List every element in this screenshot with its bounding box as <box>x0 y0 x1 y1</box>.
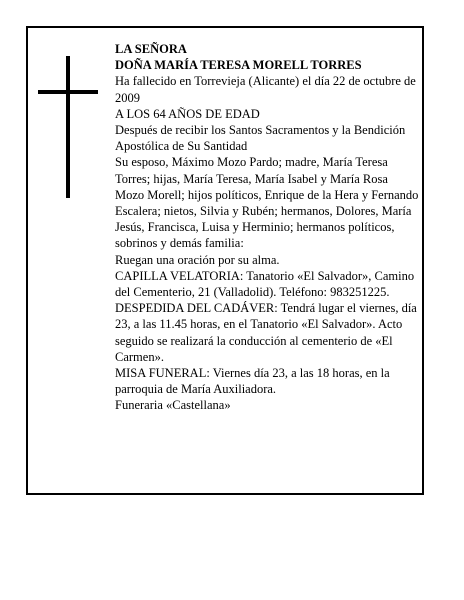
cross-horizontal-bar <box>38 90 98 94</box>
death-statement: Ha fallecido en Torrevieja (Alicante) el día 22 de octubre de 2009 <box>115 74 416 105</box>
title-line: LA SEÑORA <box>115 42 187 56</box>
chapel-info: CAPILLA VELATORIA: Tanatorio «El Salvador», Camino del Cementerio, 21 (Valladolid). Teléfono: 983251225. <box>115 268 415 300</box>
farewell-info: DESPEDIDA DEL CADÁVER: Tendrá lugar el viernes, día 23, a las 11.45 horas, en el Tanatorio «El Salvador». Acto seguido se realizará la conducción al cementerio de «El Carmen». <box>115 301 417 364</box>
funeral-home: Funeraria «Castellana» <box>115 398 231 413</box>
family-list: Su esposo, Máximo Mozo Pardo; madre, María Teresa Torres; hijas, María Teresa, María Isabel y María Rosa Mozo Morell; hijos políticos, Enrique de la Hera y Fernando Escalera; nietos, Silvia y Rubén; hermanos, Dolores, María Jesús, Francisca, Luisa y Herminio; hermanos políticos, sobrinos y demás familia: <box>115 155 419 251</box>
notice-text <box>115 41 420 414</box>
cross-vertical-bar <box>66 56 70 198</box>
sacraments-line: Después de recibir los Santos Sacramentos y la Bendición Apostólica de Su Santidad <box>115 123 406 154</box>
age-line: A LOS 64 AÑOS DE EDAD <box>115 106 260 121</box>
prayer-request: Ruegan una oración por su alma. <box>115 252 280 267</box>
deceased-name: DOÑA MARÍA TERESA MORELL TORRES <box>115 58 362 73</box>
funeral-mass-info: MISA FUNERAL: Viernes día 23, a las 18 horas, en la parroquia de María Auxiliadora. <box>115 366 390 397</box>
latin-cross-icon <box>38 56 98 198</box>
obituary-notice <box>26 26 424 495</box>
